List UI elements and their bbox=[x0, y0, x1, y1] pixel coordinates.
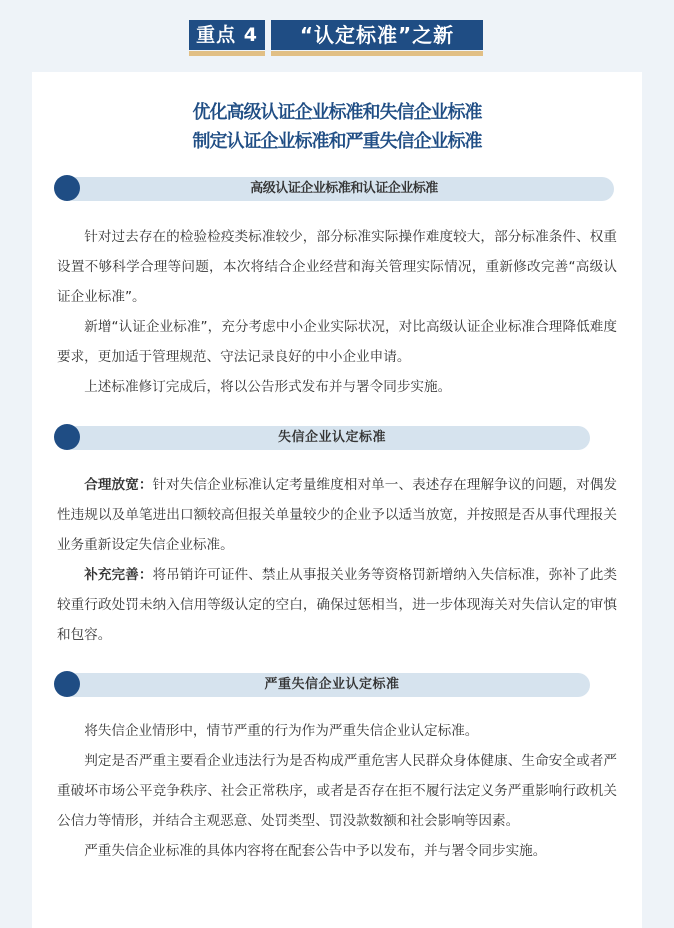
paragraph-lead: 补充完善： bbox=[84, 567, 153, 583]
paragraph bbox=[57, 470, 617, 560]
key-point-badge: 重点 4 bbox=[189, 20, 265, 50]
paragraph: 判定是否严重主要看企业违法行为是否构成严重危害人民群众身体健康、生命安全或者严重破坏市场公平竞争秩序、社会正常秩序，或者是否存在拒不履行法定义务严重影响行政机关公信力等情形，并结合主观恶意、处罚类型、罚没款数额和社会影响等因素。 bbox=[57, 753, 617, 829]
paragraph-text: 针对失信企业标准认定考量维度相对单一、表述存在理解争议的问题，对偶发性违规以及单笔进出口额较高但报关单量较少的企业予以适当放宽，并按照是否从事代理报关业务重新设定失信企业标准。 bbox=[57, 477, 618, 553]
content-card bbox=[32, 72, 642, 928]
card-title-line-2: 制定认证企业标准和严重失信企业标准 bbox=[192, 131, 482, 152]
section-body-3 bbox=[57, 716, 617, 866]
paragraph: 上述标准修订完成后，将以公告形式发布并与署令同步实施。 bbox=[84, 379, 452, 395]
section-heading-label: 严重失信企业认定标准 bbox=[264, 677, 400, 692]
paragraph: 严重失信企业标准的具体内容将在配套公告中予以发布，并与署令同步实施。 bbox=[84, 843, 547, 859]
section-body-2 bbox=[57, 470, 617, 650]
section-body-1 bbox=[57, 222, 617, 402]
header bbox=[0, 14, 674, 60]
section-heading-label: 失信企业认定标准 bbox=[277, 430, 386, 445]
paragraph: 将失信企业情形中，情节严重的行为作为严重失信企业认定标准。 bbox=[84, 723, 479, 739]
topic-title-badge: “认定标准”之新 bbox=[271, 20, 483, 50]
paragraph bbox=[57, 560, 617, 650]
paragraph: 新增“认证企业标准”，充分考虑中小企业实际状况，对比高级认证企业标准合理降低难度要求，更加适于管理规范、守法记录良好的中小企业申请。 bbox=[57, 319, 617, 365]
paragraph-text: 将吊销许可证件、禁止从事报关业务等资格罚新增纳入失信标准，弥补了此类较重行政处罚未纳入信用等级认定的空白，确保过惩相当，进一步体现海关对失信认定的审慎和包容。 bbox=[57, 567, 618, 643]
section-heading-label: 高级认证企业标准和认证企业标准 bbox=[250, 181, 438, 196]
paragraph: 针对过去存在的检验检疫类标准较少，部分标准实际操作难度较大，部分标准条件、权重设置不够科学合理等问题，本次将结合企业经营和海关管理实际情况，重新修改完善“高级认证企业标准”。 bbox=[57, 229, 617, 305]
paragraph-lead: 合理放宽： bbox=[84, 477, 153, 493]
card-title-line-1: 优化高级认证企业标准和失信企业标准 bbox=[192, 102, 482, 123]
